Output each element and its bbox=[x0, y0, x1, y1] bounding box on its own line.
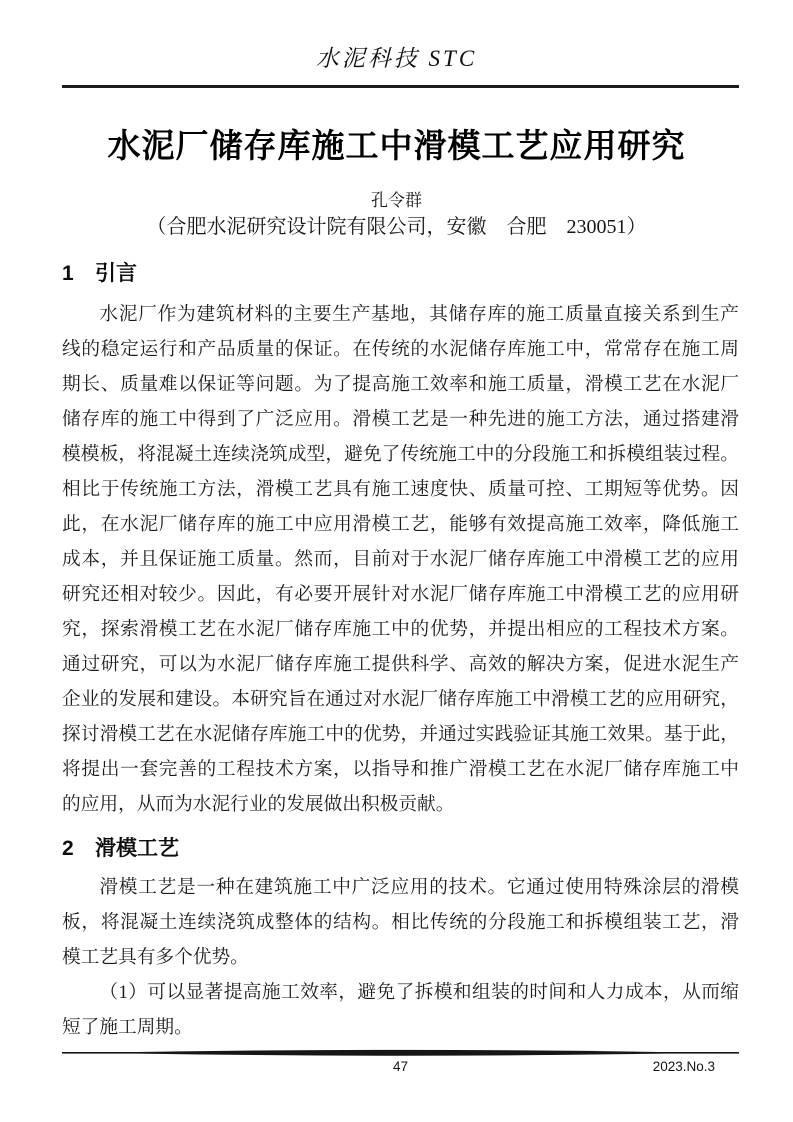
body-line: 此，在水泥厂储存库的施工中应用滑模工艺，能够有效提高施工效率，降低施工 bbox=[62, 514, 739, 535]
article-title: 水泥厂储存库施工中滑模工艺应用研究 bbox=[107, 129, 686, 165]
body-line: 的应用，从而为水泥行业的发展做出积极贡献。 bbox=[62, 794, 455, 815]
body-line: （1）可以显著提高施工效率，避免了拆模和组装的时间和人力成本，从而缩 bbox=[99, 982, 739, 1003]
body-line: 模模板，将混凝土连续浇筑成型，避免了传统施工中的分段施工和拆模组装过程。 bbox=[62, 444, 739, 465]
issue-label: 2023.No.3 bbox=[652, 1059, 715, 1074]
journal-header-title: 水泥科技 STC bbox=[315, 46, 478, 71]
body-line: 成本，并且保证施工质量。然而，目前对于水泥厂储存库施工中滑模工艺的应用 bbox=[62, 549, 739, 570]
page-footer bbox=[62, 1058, 739, 1076]
body-line: 相比于传统施工方法，滑模工艺具有施工速度快、质量可控、工期短等优势。因 bbox=[62, 479, 739, 500]
affiliation: （合肥水泥研究设计院有限公司，安徽 合肥 230051） bbox=[146, 216, 647, 238]
body-line: 究，探索滑模工艺在水泥厂储存库施工中的优势，并提出相应的工程技术方案。 bbox=[62, 619, 739, 640]
body-paragraph bbox=[62, 975, 739, 1045]
body-line: 探讨滑模工艺在水泥储存库施工中的优势，并通过实践验证其施工效果。基于此， bbox=[62, 724, 739, 745]
body-line: 将提出一套完善的工程技术方案，以指导和推广滑模工艺在水泥厂储存库施工中 bbox=[62, 759, 739, 780]
body-line: 通过研究，可以为水泥厂储存库施工提供科学、高效的解决方案，促进水泥生产 bbox=[62, 654, 739, 675]
body-paragraph bbox=[62, 297, 739, 822]
section-heading-1 bbox=[62, 259, 739, 289]
body-line: 模工艺具有多个优势。 bbox=[62, 947, 249, 968]
page-number: 47 bbox=[392, 1059, 409, 1074]
body-line: 滑模工艺是一种在建筑施工中广泛应用的技术。它通过使用特殊涂层的滑模 bbox=[99, 877, 739, 898]
section-heading-2 bbox=[62, 834, 739, 864]
body-line: 短了施工周期。 bbox=[62, 1017, 193, 1038]
body-line: 板，将混凝土连续浇筑成整体的结构。相比传统的分段施工和拆模组装工艺，滑 bbox=[62, 912, 739, 933]
body-line: 研究还相对较少。因此，有必要开展针对水泥厂储存库施工中滑模工艺的应用研 bbox=[62, 584, 739, 605]
body-paragraph bbox=[62, 870, 739, 975]
author-name: 孔令群 bbox=[371, 191, 422, 210]
section-title: 引言 bbox=[95, 262, 137, 285]
footer-rule bbox=[62, 1049, 739, 1057]
body-line: 储存库的施工中得到了广泛应用。滑模工艺是一种先进的施工方法，通过搭建滑 bbox=[62, 409, 739, 430]
body-line: 线的稳定运行和产品质量的保证。在传统的水泥储存库施工中，常常存在施工周 bbox=[62, 339, 739, 360]
header-rule bbox=[62, 85, 739, 88]
body-line: 水泥厂作为建筑材料的主要生产基地，其储存库的施工质量直接关系到生产 bbox=[99, 304, 739, 325]
body-line: 企业的发展和建设。本研究旨在通过对水泥厂储存库施工中滑模工艺的应用研究， bbox=[62, 689, 739, 710]
section-number: 2 bbox=[62, 837, 74, 860]
body-line: 期长、质量难以保证等问题。为了提高施工效率和施工质量，滑模工艺在水泥厂 bbox=[62, 374, 739, 395]
section-title: 滑模工艺 bbox=[95, 837, 179, 860]
section-number: 1 bbox=[62, 262, 74, 285]
